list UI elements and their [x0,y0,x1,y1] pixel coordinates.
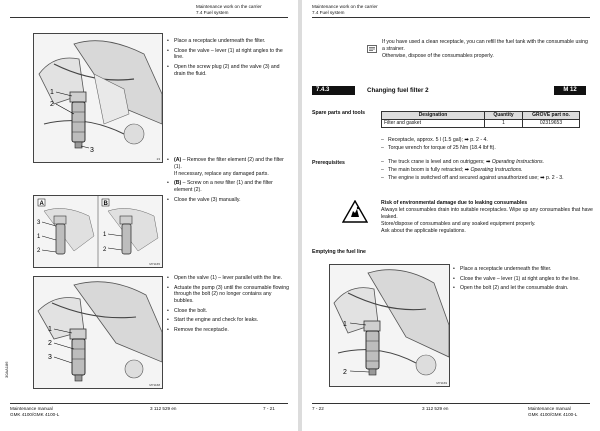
environment-warning: Risk of environmental damage due to leaking consumables Always let consumables drain into suitable receptacles. Wipe up any consumables that have leaked. Store/dispose of consumables and any soaked equipment properly. Ask about the applicable regulations. [381,200,593,234]
prerequisites-list [381,159,593,184]
list-item: • Place a receptacle underneath the filter. [166,38,290,45]
list-item: • (B) – Screw on a new filter (1) and the filter element (2). [166,180,290,194]
list-item: • Start the engine and check for leaks. [166,317,290,324]
fig4-code: M71169 [436,381,447,385]
list-item: – The engine is switched off and secured against unauthorized use; ➡ p. 2 - 3. [381,175,593,182]
step-list-3 [166,275,290,336]
spare-parts-table [381,111,580,128]
list-item: • Open the bolt (2) and let the consumable drain. [452,285,592,292]
list-item: • Actuate the pump (3) until the consumable flowing through the bolt (2) no longer contains any bubbles. [166,285,290,306]
right-header-rule [312,17,590,18]
column-header: Quantity [485,112,523,120]
emptying-label: Emptying the fuel line [312,249,366,255]
list-item: • Open the screw plug (2) and the valve (3) and drain the fluid. [166,64,290,78]
list-item: – Receptacle, approx. 5 l (1.5 gal); ➡ p. 2 - 4. [381,137,591,144]
left-header: Maintenance work on the carrier 7.4 Fuel system [196,4,262,15]
table-cell: 02319653 [523,120,580,128]
fig4-label-2: 2 [343,369,347,376]
fig4-label-1: 1 [343,321,347,328]
spare-parts-label: Spare parts and tools [312,110,366,116]
table-header-row [382,112,580,120]
fig1-label-1: 1 [50,89,54,96]
fig1-label-3: 3 [90,147,94,154]
left-footer-manual: Maintenance manual GMK 4100/GMK 4100-L [10,406,60,417]
step-list-1 [166,38,290,80]
right-footer-page: 7 - 22 [312,406,324,411]
emptying-steps [452,266,592,295]
list-item: • (A) – Remove the filter element (2) and the filter (1). If necessary, replace any damaged parts. [166,157,290,178]
left-page [0,0,298,431]
fig2-label-1a: 1 [37,234,41,240]
list-item: – The truck crane is level and on outriggers; ➡ Operating Instructions. [381,159,593,166]
fig3-label-1: 1 [48,326,52,333]
figure-replace-filter [33,195,163,268]
arrow-right-icon: ➡ [464,167,470,174]
fig3-code: M71168 [149,383,160,387]
left-footer-rule [10,403,288,404]
figure-drain-filter [33,33,163,163]
side-code: 30AA186 [4,361,9,378]
fig2-code: M71165 [149,262,160,266]
prerequisites-label: Prerequisites [312,160,345,166]
section-number: 7.4.3 [312,86,355,95]
arrow-right-icon: ➡ [464,137,469,143]
column-header: Designation [382,112,485,120]
right-footer-docnum: 3 112 529 en [422,406,449,411]
list-item: • Place a receptacle underneath the filter. [452,266,592,273]
right-footer-manual: Maintenance manual GMK 4100/GMK 4100-L [528,406,578,417]
tools-list [381,137,591,153]
list-item: • Close the valve (3) manually. [166,197,290,204]
list-item: • Close the valve – lever (1) at right angles to the line. [452,276,592,283]
list-item: – The main boom is fully retracted; ➡ Operating Instructions. [381,167,593,174]
right-footer-rule [312,403,590,404]
step-list-2 [166,157,290,206]
fig2-label-3: 3 [37,220,41,226]
left-footer-page: 7 - 21 [263,406,275,411]
fig3-label-2: 2 [48,340,52,347]
fig2-label-2b: 2 [103,247,107,253]
fig2-label-2a: 2 [37,248,41,254]
table-cell: 1 [485,120,523,128]
fig2-label-a: A [39,201,44,207]
list-item: • Close the valve – lever (1) at right angles to the line. [166,48,290,62]
fig2-label-b: B [103,201,108,207]
section-title: Changing fuel filter 2 [367,87,429,94]
arrow-right-icon: ➡ [486,159,491,165]
list-item: • Close the bolt. [166,308,290,315]
list-item: • Open the valve (1) – lever parallel with the line. [166,275,290,282]
column-header: GROVE part no. [523,112,580,120]
table-row [382,120,580,128]
fig2-label-1b: 1 [103,232,107,238]
list-item: • Remove the receptacle. [166,327,290,334]
table-cell: Filter and gasket [382,120,485,128]
arrow-right-icon: ➡ [540,175,545,182]
left-header-rule [10,17,288,18]
fig3-label-3: 3 [48,354,52,361]
list-item: – Torque wrench for torque of 25 Nm (18.4 lbf ft). [381,145,591,152]
fig1-code: 23 [156,157,160,161]
environment-warning-icon [342,200,368,223]
figure-bleed-pump [33,276,163,389]
figure-empty-fuel-line [329,264,450,387]
top-note: If you have used a clean receptacle, you can refill the fuel tank with the consumable using a strainer. Otherwise, dispose of the consumables properly. [382,39,588,59]
left-footer-docnum: 3 112 529 en [150,406,177,411]
fig1-label-2: 2 [50,101,54,108]
maintenance-interval-badge: M 12 [554,86,586,95]
right-page [302,0,600,431]
info-icon [367,40,377,48]
right-header: Maintenance work on the carrier 7.4 Fuel system [312,4,378,15]
